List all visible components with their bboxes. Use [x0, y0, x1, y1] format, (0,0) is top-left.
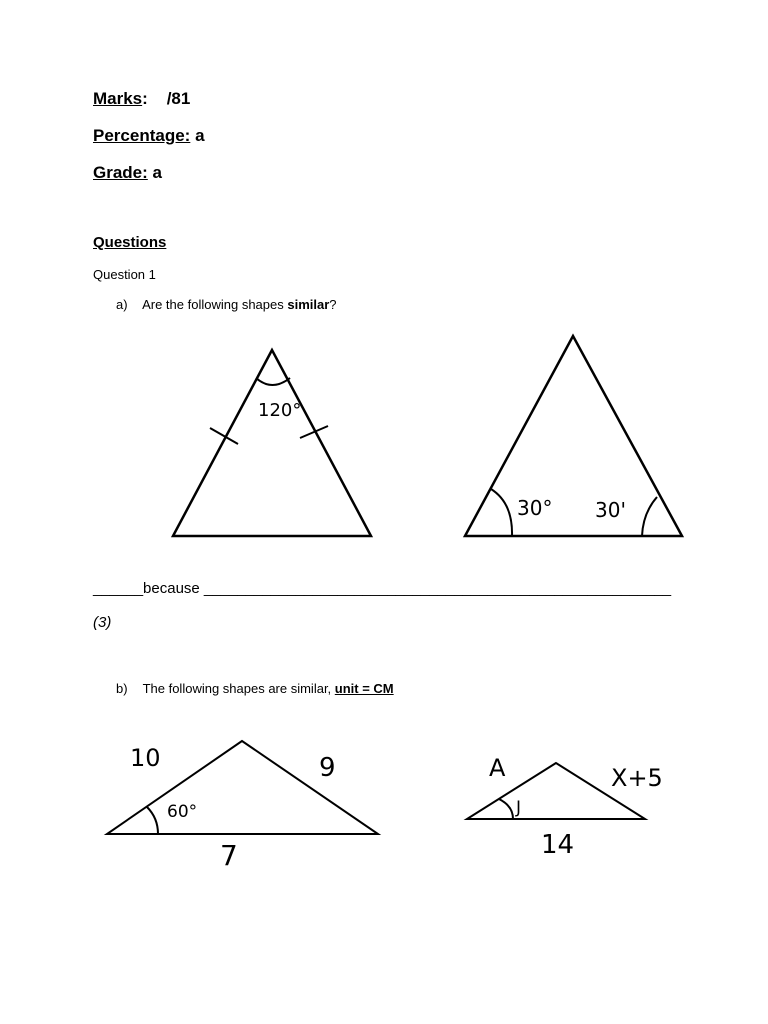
angle-label-60: 60°	[167, 802, 198, 822]
marks-line	[93, 89, 190, 109]
part-a-marks: (3)	[93, 614, 112, 631]
part-a-bold: similar	[287, 297, 330, 312]
angle-label-j: J	[516, 798, 522, 818]
questions-heading: Questions	[93, 234, 167, 251]
figure-triangle-b1	[95, 730, 395, 875]
part-b-marker: b)	[116, 681, 128, 696]
angle-arc-60	[147, 807, 158, 834]
left-angle-arc	[491, 489, 512, 536]
vertex-label-a: A	[489, 754, 506, 782]
angle-label-120: 120°	[258, 400, 302, 421]
marks-label: Marks	[93, 89, 143, 108]
triangle-a1	[173, 350, 371, 536]
percentage-value: a	[195, 126, 205, 145]
angle-label-30-left: 30°	[517, 496, 553, 520]
answer-line[interactable]: ______because ________________________________________________________	[93, 580, 672, 597]
part-b-text: The following shapes are similar,	[142, 681, 335, 696]
grade-label: Grade:	[93, 163, 148, 182]
figure-triangle-a1	[160, 340, 390, 545]
part-b-unit: unit = CM	[334, 681, 394, 696]
right-angle-arc	[642, 497, 657, 536]
part-a-text: Are the following shapes	[142, 297, 288, 312]
grade-value: a	[152, 163, 162, 182]
apex-angle-arc	[256, 378, 290, 385]
part-a-prompt	[116, 297, 337, 312]
part-b-prompt	[116, 681, 394, 696]
side-label-9: 9	[319, 753, 336, 783]
question1-title: Question 1	[93, 267, 156, 282]
base-label-14: 14	[541, 830, 575, 860]
figure-triangle-a2	[455, 325, 695, 545]
angle-label-30-right: 30'	[595, 498, 626, 522]
grade-line	[93, 163, 162, 183]
percentage-label: Percentage:	[93, 126, 191, 145]
base-label-7: 7	[220, 839, 238, 872]
side-label-x-plus-5: X+5	[611, 764, 663, 792]
figure-triangle-b2	[455, 748, 690, 863]
percentage-line	[93, 126, 205, 146]
marks-value: : /81	[142, 89, 191, 108]
angle-arc-j	[499, 799, 513, 819]
part-a-marker: a)	[116, 297, 128, 312]
side-label-10: 10	[130, 744, 161, 772]
part-a-suffix: ?	[329, 297, 337, 312]
